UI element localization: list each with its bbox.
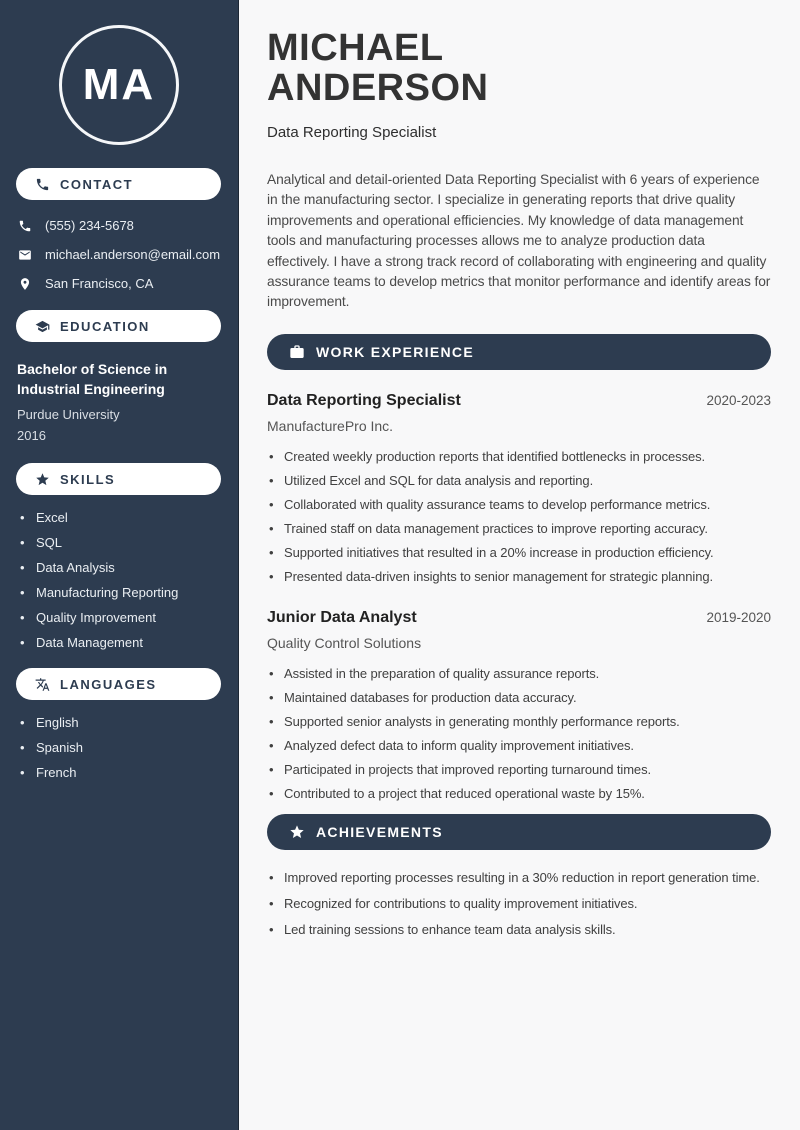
- job-bullet-list: [267, 450, 771, 584]
- job-bullet-list: [267, 667, 771, 801]
- contact-phone: [18, 218, 224, 233]
- candidate-name: [267, 28, 771, 108]
- job-bullet: • Collaborated with quality assurance teams to develop performance metrics.: [267, 498, 771, 512]
- star-icon: [289, 824, 305, 840]
- work-experience-section-header: [267, 334, 771, 370]
- last-name: ANDERSON: [267, 67, 489, 109]
- briefcase-icon: [289, 344, 305, 360]
- job-bullet: • Contributed to a project that reduced operational waste by 15%.: [267, 787, 771, 801]
- job-role: Junior Data Analyst: [267, 608, 417, 626]
- achievement-bullet: • Improved reporting processes resulting in a 30% reduction in report generation time.: [267, 871, 771, 885]
- skills-list: [0, 495, 238, 649]
- education-entry: [0, 342, 238, 444]
- achievements-section-header: [267, 814, 771, 850]
- job-bullet: • Trained staff on data management practices to improve reporting accuracy.: [267, 522, 771, 536]
- location-icon: [18, 277, 32, 291]
- job-dates: 2020-2023: [706, 392, 771, 408]
- job-bullet: • Created weekly production reports that identified bottlenecks in processes.: [267, 450, 771, 464]
- avatar: [59, 25, 179, 145]
- job-dates: 2019-2020: [706, 609, 771, 625]
- contact-location: [18, 276, 224, 291]
- graduation-year: 2016: [17, 428, 46, 443]
- phone-icon: [35, 177, 50, 192]
- contact-email: [18, 247, 224, 262]
- achievement-bullet: • Recognized for contributions to quality improvement initiatives.: [267, 897, 771, 911]
- first-name: MICHAEL: [267, 27, 444, 69]
- job-bullet: • Supported senior analysts in generating monthly performance reports.: [267, 715, 771, 729]
- candidate-job-title: Data Reporting Specialist: [267, 124, 437, 141]
- contact-section-title: CONTACT: [60, 176, 134, 192]
- job-bullet: • Maintained databases for production data accuracy.: [267, 691, 771, 705]
- language-item: • French: [20, 766, 224, 779]
- job-bullet: • Participated in projects that improved reporting turnaround times.: [267, 763, 771, 777]
- work-experience-title: WORK EXPERIENCE: [316, 343, 474, 360]
- sidebar: [0, 0, 239, 1130]
- achievements-title: ACHIEVEMENTS: [316, 823, 443, 840]
- skill-item: • Manufacturing Reporting: [20, 586, 224, 599]
- skills-section-title: SKILLS: [60, 471, 116, 487]
- job-bullet: • Utilized Excel and SQL for data analysis and reporting.: [267, 474, 771, 488]
- language-item: • Spanish: [20, 741, 224, 754]
- job-header: [267, 608, 771, 628]
- job-bullet: • Assisted in the preparation of quality assurance reports.: [267, 667, 771, 681]
- job-entry: [267, 608, 771, 801]
- achievements-list: [267, 871, 771, 937]
- skill-item: • Excel: [20, 511, 224, 524]
- job-entry: [267, 391, 771, 584]
- location-text: San Francisco, CA: [45, 276, 154, 291]
- job-role: Data Reporting Specialist: [267, 391, 461, 409]
- resume-main: [239, 0, 800, 1130]
- phone-number: (555) 234-5678: [45, 218, 134, 233]
- languages-section-header: [16, 668, 221, 700]
- avatar-initials: MA: [82, 60, 156, 109]
- job-company: ManufacturePro Inc.: [267, 417, 394, 434]
- job-bullet: • Presented data-driven insights to senior management for strategic planning.: [267, 570, 771, 584]
- languages-list: [0, 700, 238, 779]
- star-icon: [35, 472, 50, 487]
- degree-name: Bachelor of Science in Industrial Engineering: [17, 361, 168, 397]
- achievement-bullet: • Led training sessions to enhance team data analysis skills.: [267, 923, 771, 937]
- phone-icon: [18, 219, 32, 233]
- languages-section-title: LANGUAGES: [60, 676, 157, 692]
- skill-item: • Quality Improvement: [20, 611, 224, 624]
- education-section-title: EDUCATION: [60, 318, 150, 334]
- job-company: Quality Control Solutions: [267, 634, 422, 651]
- email-address: michael.anderson@email.com: [45, 247, 221, 262]
- job-bullet: • Supported initiatives that resulted in a 20% increase in production efficiency.: [267, 546, 771, 560]
- job-bullet: • Analyzed defect data to inform quality improvement initiatives.: [267, 739, 771, 753]
- education-section-header: [16, 310, 221, 342]
- skill-item: • Data Management: [20, 636, 224, 649]
- skill-item: • SQL: [20, 536, 224, 549]
- graduation-cap-icon: [35, 319, 50, 334]
- school-name: Purdue University: [17, 407, 120, 422]
- language-item: • English: [20, 716, 224, 729]
- job-header: [267, 391, 771, 411]
- contact-section-header: [16, 168, 221, 200]
- email-icon: [18, 248, 32, 262]
- translate-icon: [35, 677, 50, 692]
- skill-item: • Data Analysis: [20, 561, 224, 574]
- professional-summary: Analytical and detail-oriented Data Reporting Specialist with 6 years of experience in the manufacturing sector. I specialize in generating reports that drive quality improvements and operational efficiencies. My knowledge of data management tools and manufacturing processes allows me to analyze production data effectively. I have a strong track record of collaborating with engineering and quality assurance teams to develop metrics that monitor performance and identify areas for improvement.: [267, 172, 771, 310]
- skills-section-header: [16, 463, 221, 495]
- contact-list: [0, 200, 238, 291]
